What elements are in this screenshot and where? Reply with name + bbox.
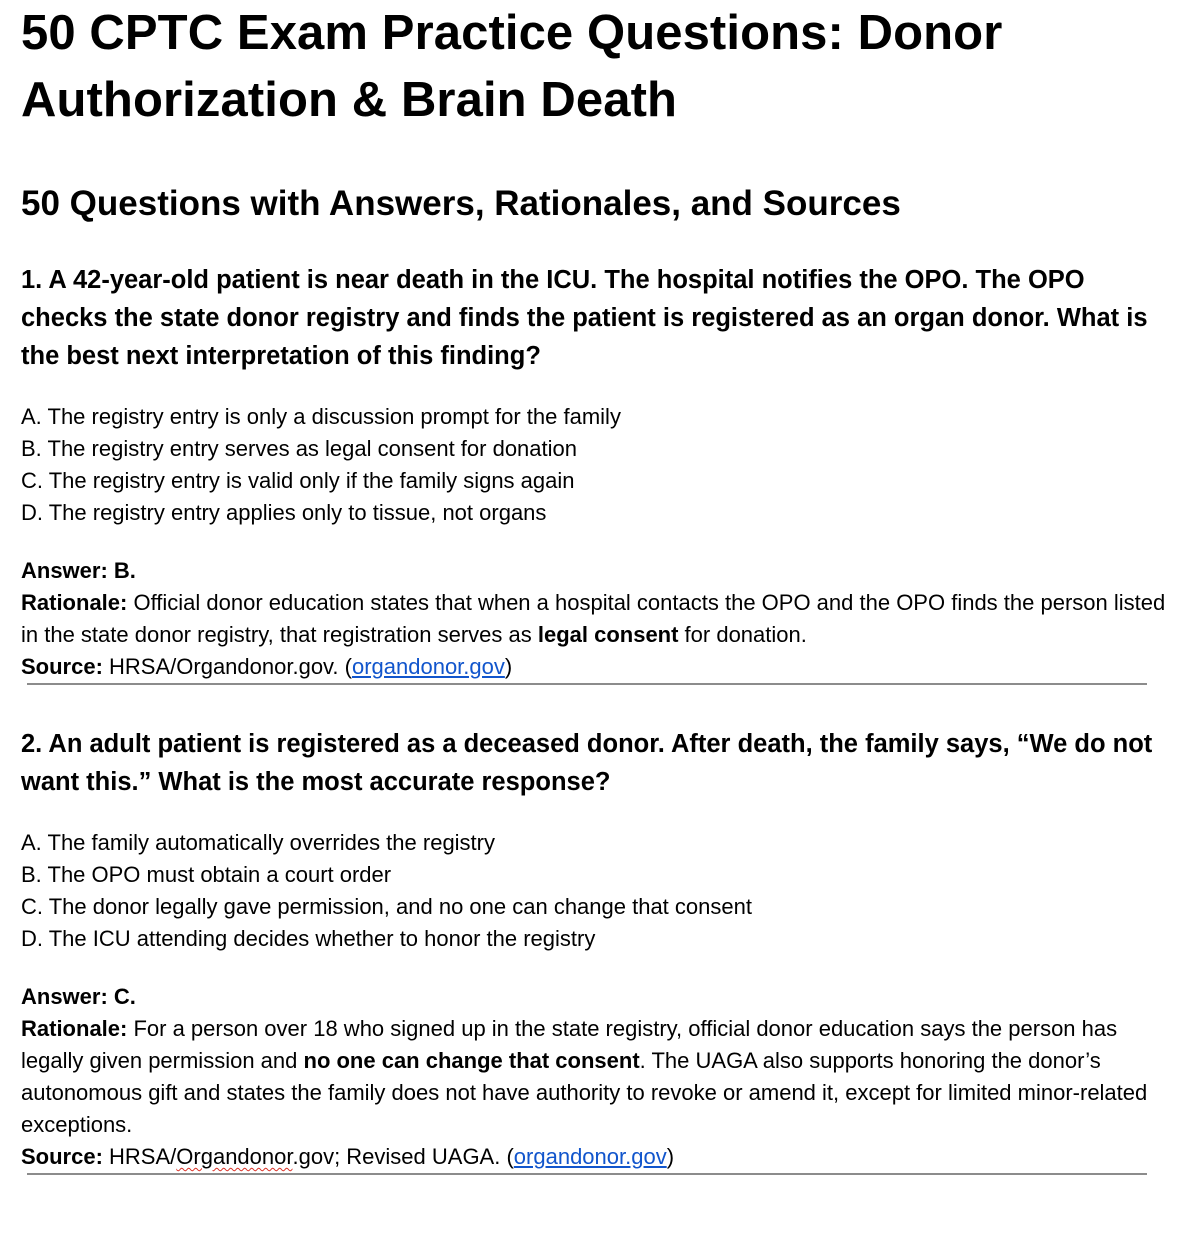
source-text: HRSA/Organdonor.gov. ( bbox=[102, 654, 352, 679]
answer-label: Answer: bbox=[21, 558, 108, 583]
rationale-text: For a person over 18 who signed up in the state registry, official donor education says the person has legally given permission and bbox=[21, 1016, 1118, 1073]
document-title: 50 CPTC Exam Practice Questions: Donor Authorization & Brain Death bbox=[21, 6, 1003, 127]
source-link[interactable]: organdonor.gov bbox=[351, 654, 505, 679]
answer-block bbox=[21, 981, 1171, 1173]
source-line bbox=[21, 651, 1171, 683]
option-a: A. The registry entry is only a discussion prompt for the family bbox=[21, 404, 621, 429]
answer-line bbox=[21, 555, 1171, 587]
source-text-cont: .gov; Revised UAGA. ( bbox=[292, 1144, 514, 1169]
question-block-2 bbox=[21, 725, 1171, 1173]
source-line bbox=[21, 1141, 1171, 1173]
option-d: D. The ICU attending decides whether to honor the registry bbox=[21, 926, 596, 951]
option-b: B. The OPO must obtain a court order bbox=[21, 862, 392, 887]
horizontal-divider bbox=[27, 683, 1147, 685]
rationale-label: Rationale: bbox=[21, 1016, 128, 1041]
source-text: HRSA/ bbox=[102, 1144, 177, 1169]
answer-value: C. bbox=[107, 984, 136, 1009]
answer-options bbox=[21, 401, 1171, 529]
answer-value: B. bbox=[107, 558, 136, 583]
document-page bbox=[21, 0, 1171, 1175]
rationale-line bbox=[21, 1013, 1171, 1141]
source-label: Source: bbox=[21, 1144, 103, 1169]
rationale-line bbox=[21, 587, 1171, 651]
rationale-emphasis: legal consent bbox=[537, 622, 679, 647]
misspelled-word[interactable]: Organdonor bbox=[176, 1144, 293, 1169]
answer-options bbox=[21, 827, 1171, 955]
rationale-text: Official donor education states that when a hospital contacts the OPO and the OPO finds the person listed in the state donor registry, that registration serves as bbox=[21, 590, 1166, 647]
rationale-emphasis: no one can change that consent bbox=[303, 1048, 640, 1073]
answer-line bbox=[21, 981, 1171, 1013]
option-a: A. The family automatically overrides the registry bbox=[21, 830, 495, 855]
source-close: ) bbox=[504, 654, 513, 679]
rationale-label: Rationale: bbox=[21, 590, 128, 615]
source-close: ) bbox=[666, 1144, 675, 1169]
option-b: B. The registry entry serves as legal consent for donation bbox=[21, 436, 577, 461]
answer-label: Answer: bbox=[21, 984, 108, 1009]
option-c: C. The registry entry is valid only if the family signs again bbox=[21, 468, 575, 493]
option-c: C. The donor legally gave permission, and no one can change that consent bbox=[21, 894, 752, 919]
rationale-text-end: for donation. bbox=[678, 622, 807, 647]
source-link[interactable]: organdonor.gov bbox=[513, 1144, 667, 1169]
question-block-1 bbox=[21, 261, 1171, 683]
horizontal-divider bbox=[27, 1173, 1147, 1175]
question-text: 1. A 42-year-old patient is near death in the ICU. The hospital notifies the OPO. The OPO checks the state donor registry and finds the patient is registered as an organ donor. What is the best next interpretation of this finding? bbox=[21, 266, 1148, 370]
question-text: 2. An adult patient is registered as a deceased donor. After death, the family says, “We do not want this.” What is the most accurate response? bbox=[21, 730, 1153, 796]
rationale-text-end: . The UAGA also supports honoring the donor’s autonomous gift and states the family does not have authority to revoke or amend it, except for limited minor-related exceptions. bbox=[21, 1048, 1148, 1137]
option-d: D. The registry entry applies only to tissue, not organs bbox=[21, 500, 547, 525]
answer-block bbox=[21, 555, 1171, 683]
document-subtitle: 50 Questions with Answers, Rationales, and Sources bbox=[21, 184, 901, 223]
source-label: Source: bbox=[21, 654, 103, 679]
